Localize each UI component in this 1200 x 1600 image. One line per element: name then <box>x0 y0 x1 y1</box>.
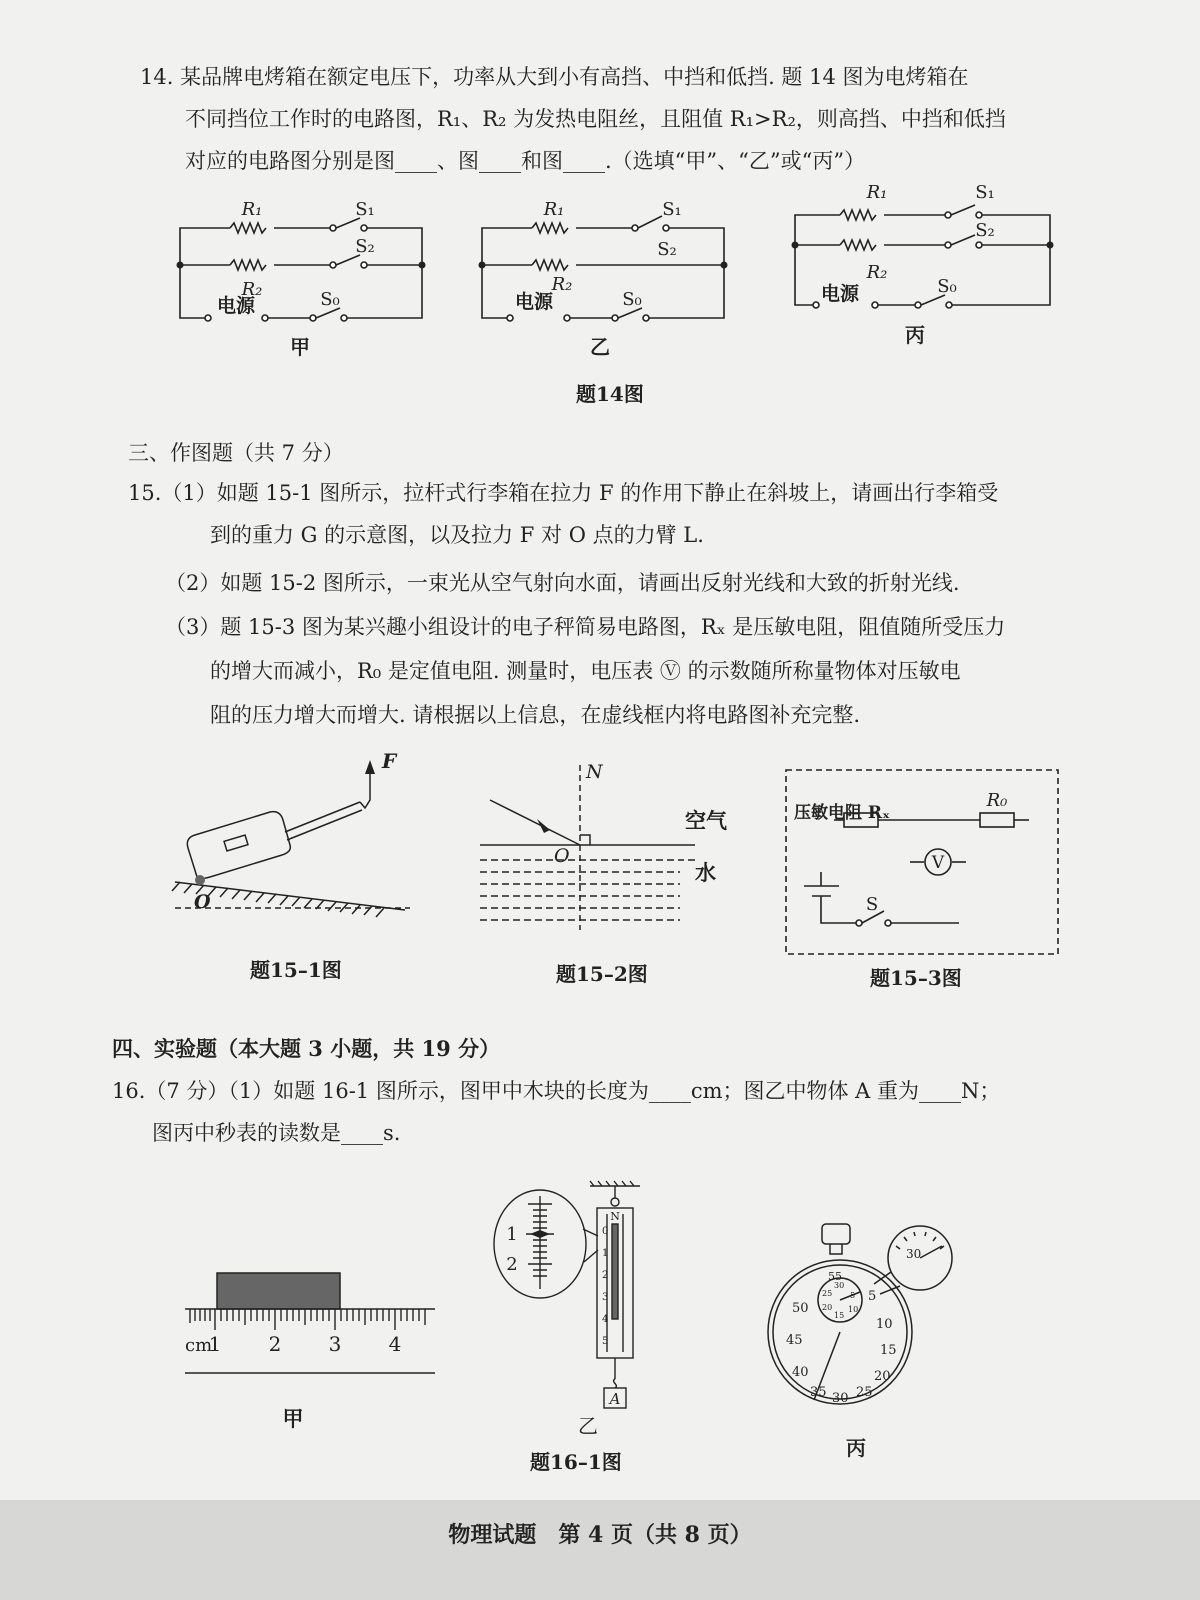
fig15-1-pivot-label: O <box>194 891 211 913</box>
watch-outer-45: 45 <box>786 1333 803 1348</box>
watch-inner-5: 5 <box>850 1291 856 1300</box>
yi-r1-label: R₁ <box>543 199 565 220</box>
q14-line-2: 不同挡位工作时的电路图，R₁、R₂ 为发热电阻丝，且阻值 R₁>R₂，则高挡、中挡和低挡 <box>185 107 1006 131</box>
watch-outer-20: 20 <box>874 1369 891 1384</box>
section3-title: 三、作图题（共 7 分） <box>128 441 344 465</box>
bing-r1-label: R₁ <box>866 182 888 203</box>
fig15-3-switch-label: S <box>865 894 879 915</box>
zoom-tick-1: 1 <box>506 1224 518 1245</box>
jia-r1-label: R₁ <box>241 199 263 220</box>
wood-block <box>217 1273 340 1309</box>
watch-outer-30: 30 <box>832 1391 849 1406</box>
watch-inner-10: 10 <box>848 1305 859 1314</box>
fig15-1-luggage <box>170 749 420 930</box>
bing-s0-label: S₀ <box>937 276 957 297</box>
watch-outer-50: 50 <box>792 1301 809 1316</box>
ruler-tick-1: 1 <box>208 1332 222 1356</box>
q15-p1-line-2: 到的重力 G 的示意图，以及拉力 F 对 O 点的力臂 L. <box>210 523 704 547</box>
ruler-unit: cm <box>185 1335 213 1356</box>
circuit-yi <box>472 190 742 360</box>
fig16-1-caption: 题16–1图 <box>530 1450 622 1474</box>
q15-p3-line-3: 阻的压力增大而增大. 请根据以上信息，在虚线框内将电路图补充完整. <box>210 703 861 727</box>
fig15-3-caption: 题15–3图 <box>870 966 962 990</box>
footer-text: 物理试题 第 4 页（共 8 页） <box>448 1522 752 1548</box>
scale-tick-4: 4 <box>602 1314 609 1325</box>
bing-source-label: 电源 <box>820 283 860 305</box>
circuit-bing <box>785 180 1075 350</box>
fig15-1-force-label: F <box>382 749 397 773</box>
watch-outer-15: 15 <box>880 1343 897 1358</box>
scale-unit: N <box>610 1210 620 1223</box>
stopwatch-label: 丙 <box>846 1436 866 1460</box>
fig16-stopwatch <box>770 1224 980 1424</box>
bing-r2-label: R₂ <box>866 262 888 283</box>
watch-outer-25: 25 <box>856 1385 873 1400</box>
fig15-3-rx-label: 压敏电阻 Rₓ <box>794 803 891 823</box>
q14-line-3: 对应的电路图分别是图____、图____和图____.（选填“甲”、“乙”或“丙”） <box>185 149 866 173</box>
yi-s2-label: S₂ <box>657 239 677 260</box>
ruler-tick-2: 2 <box>268 1332 282 1356</box>
page-footer <box>0 1500 1200 1600</box>
jia-r2-label: R₂ <box>241 279 263 300</box>
fig16-spring-scale <box>490 1184 670 1424</box>
q16-line-1: 16.（7 分）（1）如题 16-1 图所示，图甲中木块的长度为____cm；图乙中物体 A 重为____N； <box>112 1079 1001 1103</box>
fig15-3-r0-label: R₀ <box>986 790 1008 811</box>
yi-s0-label: S₀ <box>622 289 642 310</box>
jia-name: 甲 <box>290 335 310 359</box>
fig15-2-air-label: 空气 <box>685 808 727 833</box>
q15-p2: （2）如题 15-2 图所示，一束光从空气射向水面，请画出反射光线和大致的折射光线. <box>165 571 960 595</box>
fig15-3-circuit <box>784 768 1064 958</box>
fig15-2-water-label: 水 <box>695 860 716 885</box>
jia-s0-label: S₀ <box>320 289 340 310</box>
zoom-tick-2: 2 <box>506 1254 518 1275</box>
watch-outer-55: 55 <box>828 1270 842 1283</box>
watch-outer-5: 5 <box>868 1289 877 1304</box>
fig15-2-point-label: O <box>554 845 570 867</box>
q15-p3-line-2: 的增大而减小，R₀ 是定值电阻. 测量时，电压表 Ⓥ 的示数随所称量物体对压敏电 <box>210 659 961 683</box>
jia-source-label: 电源 <box>216 295 256 317</box>
bing-s2-label: S₂ <box>975 220 995 241</box>
yi-source-label: 电源 <box>514 291 554 313</box>
q15-p1-line-1: 15.（1）如题 15-1 图所示，拉杆式行李箱在拉力 F 的作用下静止在斜坡上，请画出行李箱受 <box>128 481 999 505</box>
fig16-ruler <box>185 1268 445 1431</box>
fig15-2-normal-label: N <box>586 761 603 783</box>
ruler-tick-4: 4 <box>388 1332 402 1356</box>
fig15-3-meter-label: V <box>931 853 945 873</box>
scale-tick-3: 3 <box>602 1292 609 1303</box>
ruler-tick-3: 3 <box>328 1332 342 1356</box>
scale-tick-0: 0 <box>602 1226 609 1237</box>
watch-outer-10: 10 <box>876 1317 893 1332</box>
q14-line-1: 14. 某品牌电烤箱在额定电压下，功率从大到小有高挡、中挡和低挡. 题 14 图为电烤箱在 <box>140 65 969 89</box>
watch-inner-30: 30 <box>834 1281 845 1290</box>
yi-r2-label: R₂ <box>551 274 573 295</box>
q16-line-2: 图丙中秒表的读数是____s. <box>152 1121 401 1145</box>
fig15-1-caption: 题15–1图 <box>250 958 342 982</box>
jia-s2-label: S₂ <box>355 236 375 257</box>
object-a-label: A <box>609 1390 621 1408</box>
fig14-caption: 题14图 <box>576 382 644 406</box>
circuit-jia <box>170 190 440 360</box>
bing-s1-label: S₁ <box>975 182 995 203</box>
watch-inner-20: 20 <box>822 1303 833 1312</box>
scale-tick-1: 1 <box>602 1248 609 1259</box>
bing-name: 丙 <box>905 323 925 347</box>
q15-p3-line-1: （3）题 15-3 图为某兴趣小组设计的电子秤简易电路图，Rₓ 是压敏电阻，阻值随所受压力 <box>165 615 1006 639</box>
watch-zoom-30: 30 <box>906 1247 922 1261</box>
jia-s1-label: S₁ <box>355 199 375 220</box>
scale-tick-2: 2 <box>602 1270 609 1281</box>
watch-inner-25: 25 <box>822 1289 833 1298</box>
yi-s1-label: S₁ <box>662 199 682 220</box>
section4-title: 四、实验题（本大题 3 小题，共 19 分） <box>112 1036 501 1061</box>
scale-tick-5: 5 <box>602 1336 609 1347</box>
ruler-label: 甲 <box>282 1406 304 1431</box>
spring-scale-label: 乙 <box>578 1414 598 1438</box>
fig15-2-light <box>480 760 750 940</box>
fig15-2-caption: 题15–2图 <box>556 962 648 986</box>
watch-outer-35: 35 <box>810 1385 827 1400</box>
watch-outer-40: 40 <box>792 1365 809 1380</box>
yi-name: 乙 <box>590 335 610 359</box>
watch-inner-15: 15 <box>834 1311 845 1320</box>
